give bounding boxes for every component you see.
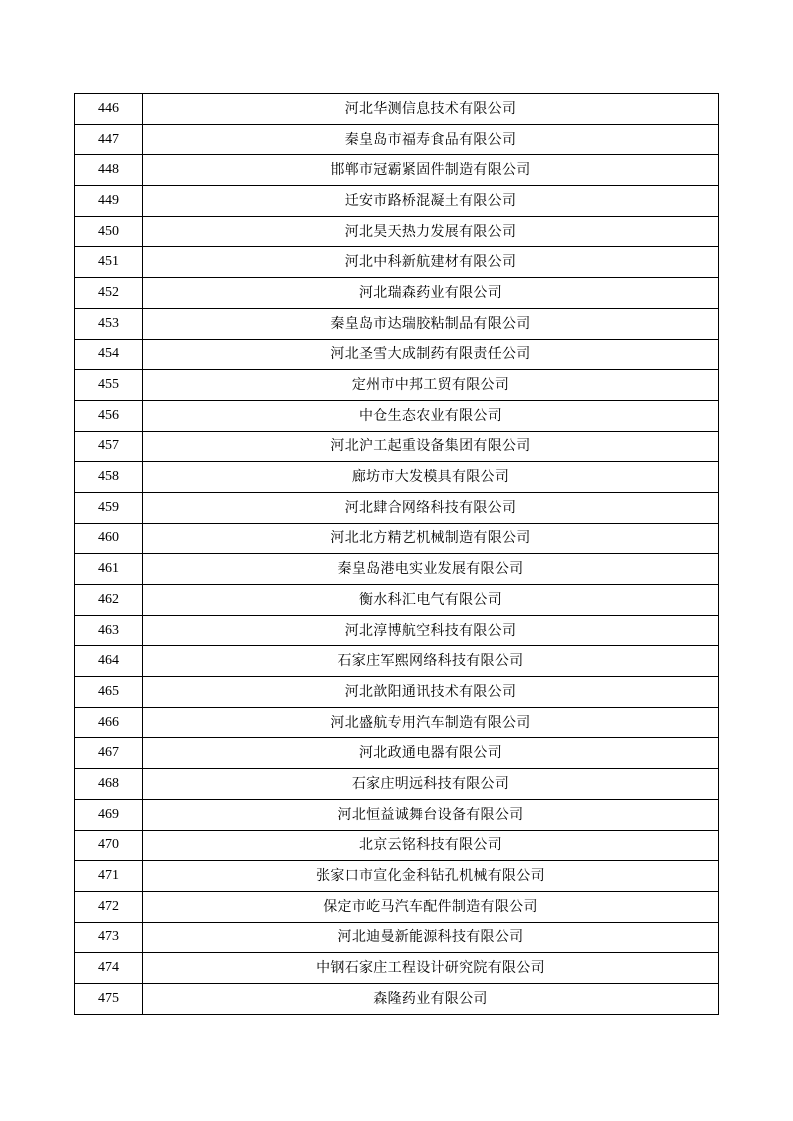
row-number-cell: 466 — [75, 707, 143, 738]
row-number-cell: 465 — [75, 677, 143, 708]
company-name-cell: 保定市屹马汽车配件制造有限公司 — [143, 891, 719, 922]
table-row — [75, 247, 719, 278]
table-row — [75, 278, 719, 309]
company-name-cell: 廊坊市大发模具有限公司 — [143, 462, 719, 493]
row-number-cell: 452 — [75, 278, 143, 309]
company-name-cell: 秦皇岛市福寿食品有限公司 — [143, 124, 719, 155]
row-number-cell: 451 — [75, 247, 143, 278]
row-number-cell: 461 — [75, 554, 143, 585]
company-name-cell: 河北歆阳通讯技术有限公司 — [143, 677, 719, 708]
table-row — [75, 615, 719, 646]
row-number-cell: 462 — [75, 585, 143, 616]
row-number-cell: 472 — [75, 891, 143, 922]
table-row — [75, 769, 719, 800]
table-row — [75, 124, 719, 155]
row-number-cell: 453 — [75, 308, 143, 339]
company-name-cell: 河北迪曼新能源科技有限公司 — [143, 922, 719, 953]
table-row — [75, 677, 719, 708]
row-number-cell: 475 — [75, 983, 143, 1014]
row-number-cell: 449 — [75, 186, 143, 217]
company-name-cell: 河北昊天热力发展有限公司 — [143, 216, 719, 247]
company-name-cell: 河北政通电器有限公司 — [143, 738, 719, 769]
row-number-cell: 474 — [75, 953, 143, 984]
row-number-cell: 457 — [75, 431, 143, 462]
table-row — [75, 861, 719, 892]
row-number-cell: 448 — [75, 155, 143, 186]
row-number-cell: 470 — [75, 830, 143, 861]
company-name-cell: 定州市中邦工贸有限公司 — [143, 370, 719, 401]
row-number-cell: 463 — [75, 615, 143, 646]
company-name-cell: 河北盛航专用汽车制造有限公司 — [143, 707, 719, 738]
row-number-cell: 447 — [75, 124, 143, 155]
row-number-cell: 473 — [75, 922, 143, 953]
row-number-cell: 454 — [75, 339, 143, 370]
table-row — [75, 953, 719, 984]
row-number-cell: 468 — [75, 769, 143, 800]
table-row — [75, 94, 719, 125]
table-row — [75, 922, 719, 953]
row-number-cell: 446 — [75, 94, 143, 125]
company-name-cell: 河北瑞森药业有限公司 — [143, 278, 719, 309]
table-row — [75, 308, 719, 339]
row-number-cell: 450 — [75, 216, 143, 247]
table-row — [75, 983, 719, 1014]
company-name-cell: 中仓生态农业有限公司 — [143, 400, 719, 431]
company-name-cell: 张家口市宣化金科钻孔机械有限公司 — [143, 861, 719, 892]
company-list-table — [74, 93, 719, 1015]
company-name-cell: 衡水科汇电气有限公司 — [143, 585, 719, 616]
company-name-cell: 河北恒益诚舞台设备有限公司 — [143, 799, 719, 830]
table-row — [75, 738, 719, 769]
table-row — [75, 646, 719, 677]
table-row — [75, 891, 719, 922]
table-row — [75, 400, 719, 431]
company-name-cell: 邯郸市冠霸紧固件制造有限公司 — [143, 155, 719, 186]
company-name-cell: 河北华测信息技术有限公司 — [143, 94, 719, 125]
row-number-cell: 469 — [75, 799, 143, 830]
table-row — [75, 492, 719, 523]
row-number-cell: 464 — [75, 646, 143, 677]
company-name-cell: 河北肆合网络科技有限公司 — [143, 492, 719, 523]
company-name-cell: 河北北方精艺机械制造有限公司 — [143, 523, 719, 554]
company-name-cell: 石家庄军熙网络科技有限公司 — [143, 646, 719, 677]
table-row — [75, 462, 719, 493]
table-body — [75, 94, 719, 1015]
table-row — [75, 554, 719, 585]
company-name-cell: 中钢石家庄工程设计研究院有限公司 — [143, 953, 719, 984]
company-name-cell: 迁安市路桥混凝土有限公司 — [143, 186, 719, 217]
row-number-cell: 460 — [75, 523, 143, 554]
company-name-cell: 森隆药业有限公司 — [143, 983, 719, 1014]
table-row — [75, 431, 719, 462]
row-number-cell: 458 — [75, 462, 143, 493]
table-row — [75, 216, 719, 247]
row-number-cell: 459 — [75, 492, 143, 523]
table-row — [75, 339, 719, 370]
row-number-cell: 456 — [75, 400, 143, 431]
company-name-cell: 河北沪工起重设备集团有限公司 — [143, 431, 719, 462]
table-row — [75, 707, 719, 738]
company-name-cell: 秦皇岛市达瑞胶粘制品有限公司 — [143, 308, 719, 339]
table-row — [75, 585, 719, 616]
row-number-cell: 455 — [75, 370, 143, 401]
table-row — [75, 799, 719, 830]
company-name-cell: 河北中科新航建材有限公司 — [143, 247, 719, 278]
table-row — [75, 370, 719, 401]
table-row — [75, 155, 719, 186]
company-name-cell: 北京云铭科技有限公司 — [143, 830, 719, 861]
company-name-cell: 石家庄明远科技有限公司 — [143, 769, 719, 800]
table-row — [75, 830, 719, 861]
row-number-cell: 471 — [75, 861, 143, 892]
table-row — [75, 523, 719, 554]
table-row — [75, 186, 719, 217]
company-name-cell: 秦皇岛港电实业发展有限公司 — [143, 554, 719, 585]
company-name-cell: 河北淳博航空科技有限公司 — [143, 615, 719, 646]
row-number-cell: 467 — [75, 738, 143, 769]
company-name-cell: 河北圣雪大成制药有限责任公司 — [143, 339, 719, 370]
